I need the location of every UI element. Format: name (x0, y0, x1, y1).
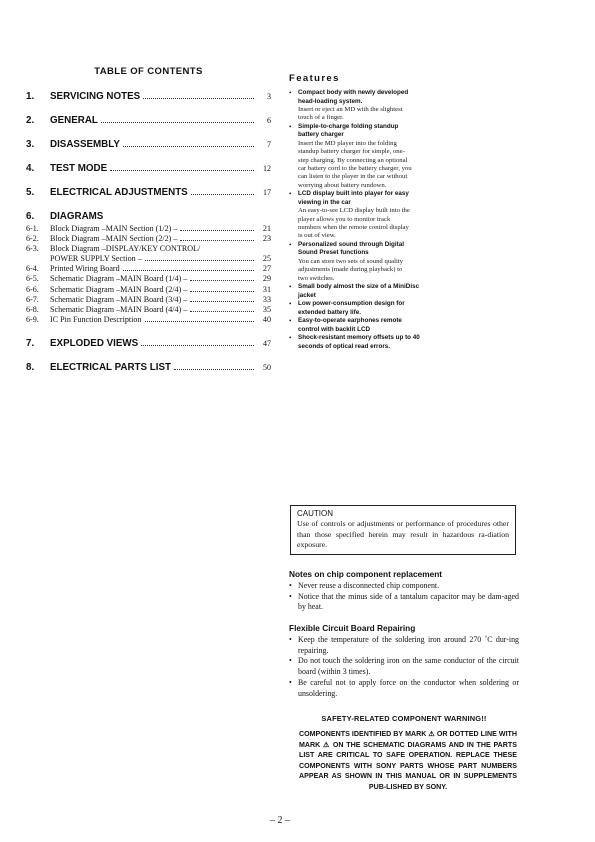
feature-item (289, 123, 449, 190)
toc-subentry-title: Schematic Diagram –MAIN Board (3/4) – (50, 294, 188, 304)
flex-repair-section (289, 623, 519, 699)
bullet-icon: • (289, 122, 292, 131)
chip-notes-section (289, 569, 519, 613)
toc-leader-dots (190, 291, 254, 292)
toc-leader-dots (145, 260, 254, 261)
feature-description: An easy-to-see LCD display built into the player allows you to monitor track numbers when the remote control display is out of view. (298, 207, 410, 240)
toc-entry-number: 2. (26, 115, 35, 126)
toc-entry-title: SERVICING NOTES (50, 91, 141, 102)
toc-subentry-number: 6-4. (26, 264, 39, 274)
toc-entry-number: 4. (26, 163, 35, 174)
toc-subentry-page: 35 (262, 304, 271, 314)
toc-entry-title: DIAGRAMS (50, 211, 104, 222)
bullet-icon: • (289, 635, 292, 644)
feature-heading: Small body almost the size of a MiniDisc jacket (298, 283, 420, 299)
list-item-text: Notice that the minus side of a tantalum capacitor may be dam-aged by heat. (298, 591, 519, 612)
bullet-icon: • (289, 581, 292, 590)
bullet-icon: • (289, 677, 292, 687)
bullet-icon: • (289, 317, 292, 326)
feature-heading: Compact body with newly developed head-loading system. (298, 89, 409, 105)
toc-subentry-number: 6-8. (26, 304, 39, 314)
toc-subentry-title: Block Diagram –DISPLAY/KEY CONTROL/ (50, 244, 201, 254)
caution-title: CAUTION (297, 509, 333, 518)
feature-heading: Shock-resistant memory offsets up to 40 seconds of optical read errors. (298, 334, 420, 350)
feature-heading: Easy-to-operate earphones remote control with backlit LCD (298, 317, 402, 333)
toc-entry-title: TEST MODE (50, 163, 108, 174)
toc-subentry-title: Block Diagram –MAIN Section (2/2) – (50, 234, 178, 244)
toc-entry-number: 3. (26, 139, 35, 150)
toc-subentry-page: 21 (262, 224, 271, 233)
toc-subentry[interactable] (26, 234, 271, 244)
feature-description: Insert or eject an MD with the slightest touch of a finger. (298, 106, 403, 122)
toc-subentry-number: 6-1. (26, 224, 39, 233)
toc-subentry-page: 40 (262, 314, 271, 324)
toc-entry-number: 6. (26, 211, 35, 222)
toc-subentry-page: 33 (262, 294, 271, 304)
toc-entry-diagrams[interactable] (26, 211, 271, 222)
features-section (289, 73, 449, 351)
bullet-icon: • (289, 656, 292, 666)
feature-heading: Simple-to-charge folding standup battery charger (298, 122, 399, 139)
list-item (289, 592, 519, 613)
page-number: – 2 – (270, 815, 290, 826)
bullet-icon: • (289, 300, 292, 309)
list-item (289, 678, 519, 699)
chip-notes-title: Notes on chip component replacement (289, 569, 443, 579)
toc-subentry[interactable] (26, 264, 271, 274)
toc-entry-page: 12 (263, 164, 271, 173)
toc-leader-dots (180, 240, 254, 241)
toc-leader-dots (101, 122, 254, 123)
safety-warning-title: SAFETY-RELATED COMPONENT WARNING!! (321, 714, 487, 723)
feature-description: Insert the MD player into the folding standup battery charger for simple, one- step charging. By connecting an optional car battery cord to the battery charger, you can listen to the player in the car without worrying about battery rundown. (298, 139, 412, 189)
bullet-icon: • (289, 190, 292, 199)
toc-subentry[interactable] (26, 254, 271, 264)
toc-leader-dots (145, 321, 254, 322)
toc-leader-dots (143, 98, 254, 99)
toc-subentry-page: 31 (262, 284, 271, 294)
feature-item (289, 300, 449, 317)
toc-subentry[interactable] (26, 244, 271, 254)
toc-subentry-number: 6-5. (26, 274, 39, 284)
toc-subentry-title: Printed Wiring Board (50, 264, 120, 274)
feature-item (289, 283, 449, 300)
feature-heading: Low power-consumption design for extended battery life. (298, 300, 405, 316)
toc-subentry[interactable] (26, 305, 271, 315)
toc-entry-page: 50 (263, 362, 271, 372)
table-of-contents (26, 66, 271, 373)
toc-subentry-number: 6-3. (26, 244, 39, 254)
bullet-icon: • (289, 334, 292, 343)
toc-leader-dots (190, 311, 254, 312)
list-item-text: Be careful not to apply force on the conductor when soldering or unsoldering. (298, 677, 519, 698)
toc-subentry-page: 27 (262, 264, 271, 274)
list-item-text: Keep the temperature of the soldering iron around 270 ˚C dur-ing repairing. (298, 635, 519, 655)
toc-subentry-number: 6-6. (26, 284, 39, 294)
list-item-text: Do not touch the soldering iron on the same conductor of the circuit board (within 3 times). (298, 656, 519, 677)
toc-entry-disassembly[interactable] (26, 139, 271, 150)
feature-item (289, 190, 449, 241)
toc-leader-dots (123, 270, 254, 271)
toc-entry-number: 5. (26, 187, 35, 198)
toc-entry-title: EXPLODED VIEWS (50, 337, 139, 349)
toc-subentry-title: Block Diagram –MAIN Section (1/2) – (50, 224, 178, 233)
toc-subentry-number: 6-9. (26, 314, 39, 324)
toc-entry-page: 7 (267, 140, 271, 149)
toc-entry-title: DISASSEMBLY (50, 139, 120, 150)
toc-leader-dots (190, 280, 254, 281)
feature-item (289, 317, 449, 334)
toc-entry-electrical-adjustments[interactable] (26, 187, 271, 198)
toc-entry-title: GENERAL (50, 115, 98, 126)
toc-entry-title: ELECTRICAL PARTS LIST (50, 361, 172, 373)
toc-subentry-title: Schematic Diagram –MAIN Board (1/4) – (50, 274, 188, 284)
toc-subentry-page: 23 (262, 234, 271, 244)
bullet-icon: • (289, 283, 292, 292)
toc-subentry[interactable] (26, 224, 271, 234)
feature-description: You can store two sets of sound quality adjustments (made during playback) to two switches. (298, 257, 404, 282)
toc-subentry-number: 6-7. (26, 294, 39, 304)
toc-subentry[interactable] (26, 274, 271, 284)
toc-leader-dots (174, 369, 254, 370)
toc-leader-dots (191, 194, 254, 195)
toc-entry-title: ELECTRICAL ADJUSTMENTS (50, 187, 188, 198)
toc-entry-page: 3 (267, 92, 271, 101)
toc-entry-electrical-parts-list[interactable] (26, 362, 271, 373)
list-item-text: Never reuse a disconnected chip component. (298, 581, 440, 590)
toc-subentry-title: IC Pin Function Description (50, 314, 142, 324)
bullet-icon: • (289, 240, 292, 249)
feature-heading: LCD display built into player for easy viewing in the car (298, 190, 409, 206)
caution-text: Use of controls or adjustments or performance of procedures other than those specified herein may result in hazardous ra-diation exposure. (297, 519, 509, 550)
toc-entry-servicing-notes[interactable] (26, 91, 271, 102)
bullet-icon: • (289, 591, 292, 601)
toc-subentry-page: 25 (262, 254, 271, 264)
toc-entry-number: 7. (26, 337, 35, 349)
toc-entry-page: 47 (263, 338, 271, 348)
feature-item (289, 241, 449, 283)
toc-subentry-title: Schematic Diagram –MAIN Board (2/4) – (50, 284, 188, 294)
toc-subentry[interactable] (26, 295, 271, 305)
toc-subentry-title: Schematic Diagram –MAIN Board (4/4) – (50, 304, 188, 314)
toc-leader-dots (110, 170, 254, 171)
toc-entry-general[interactable] (26, 115, 271, 126)
toc-leader-dots (123, 146, 254, 147)
toc-subentry[interactable] (26, 285, 271, 295)
toc-entry-test-mode[interactable] (26, 163, 271, 174)
toc-entry-page: 17 (263, 188, 271, 197)
list-item (289, 656, 519, 677)
toc-entry-exploded-views[interactable] (26, 338, 271, 349)
caution-box (290, 505, 516, 555)
toc-leader-dots (190, 301, 254, 302)
toc-entry-page: 6 (267, 116, 271, 125)
toc-leader-dots (141, 345, 254, 346)
bullet-icon: • (289, 89, 292, 97)
flex-repair-title: Flexible Circuit Board Repairing (289, 623, 416, 633)
toc-subentry-title: POWER SUPPLY Section – (50, 254, 142, 264)
toc-entry-number: 1. (26, 91, 35, 102)
list-item (289, 581, 519, 592)
toc-subentry-number: 6-2. (26, 234, 39, 244)
toc-leader-dots (180, 230, 254, 231)
feature-heading: Personalized sound through Digital Sound Preset functions (298, 240, 405, 257)
toc-title: TABLE OF CONTENTS (94, 66, 203, 77)
toc-subentry-page: 29 (262, 274, 271, 284)
feature-item (289, 334, 449, 351)
safety-warning-text: COMPONENTS IDENTIFIED BY MARK ⚠ OR DOTTED LINE WITH MARK ⚠ ON THE SCHEMATIC DIAGRAMS AND IN THE PARTS LIST ARE CRITICAL TO SAFE OPERATION. REPLACE THESE COMPONENTS WITH SONY PARTS WHOSE PART NUMBERS APPEAR AS SHOWN IN THIS MANUAL OR IN SUPPLEMENTS PUB-LISHED BY SONY. (299, 730, 517, 791)
feature-item (289, 89, 449, 123)
toc-entry-number: 8. (26, 361, 35, 373)
toc-subentry[interactable] (26, 315, 271, 325)
list-item (289, 635, 519, 656)
features-title: Features (289, 73, 340, 84)
